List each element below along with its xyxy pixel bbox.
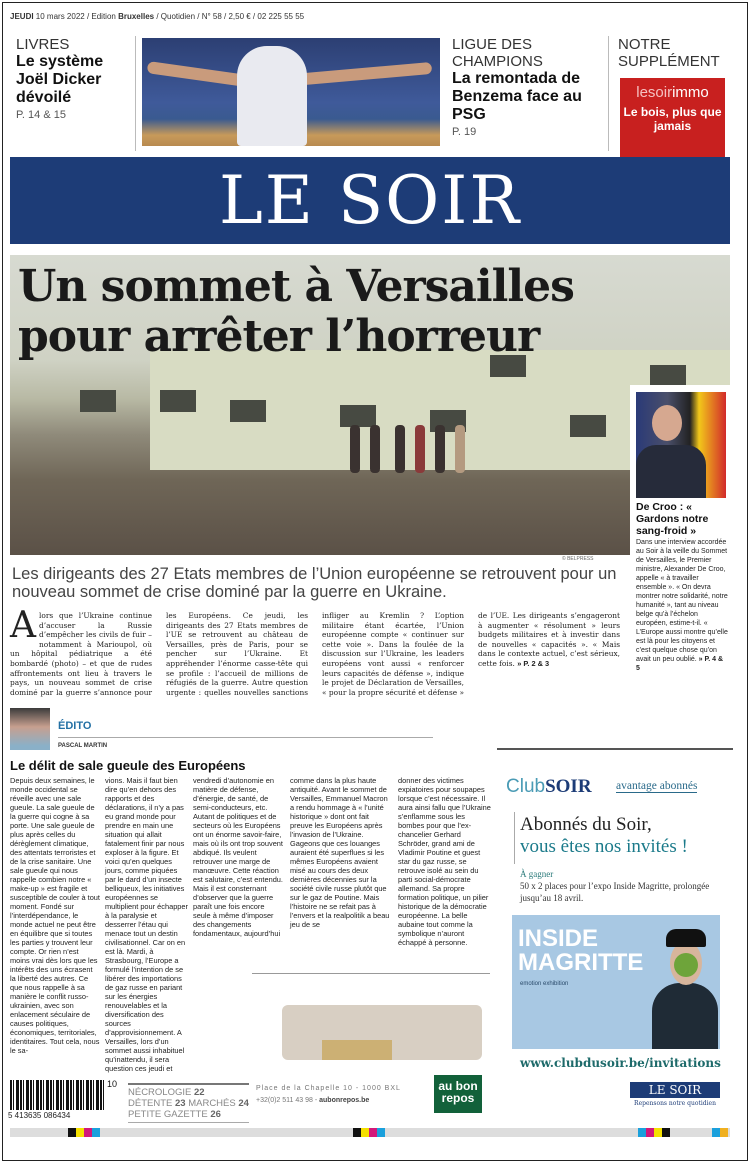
supplement-title: Le bois, plus que jamais [623, 105, 722, 133]
benzema-photo [142, 38, 440, 146]
club-url-link[interactable]: www.clubdusoir.be/invitations [520, 1056, 721, 1070]
page-ref: » P. 4 & 5 [636, 656, 724, 672]
issue-code: 10 [107, 1079, 118, 1089]
newspaper-logo: LE SOIR [218, 162, 522, 239]
teaser-football[interactable] [452, 36, 602, 138]
ad-contact: +32(0)2 511 43 98 - aubonrepos.be [256, 1097, 370, 1104]
au-bon-repos-ad[interactable] [252, 975, 492, 1110]
teaser-title: La remontada de Benzema face au PSG [452, 70, 582, 123]
club-advantage: avantage abonnés [616, 780, 698, 792]
sidebar-title: De Croo : « Gardons notre sang-froid » [636, 501, 709, 537]
teaser-books[interactable] [16, 36, 131, 121]
edito-column: vendredi d’autonomie en matière de défense, d’énergie, de santé, de semi-conducteurs, etc. Autant de politiques et de secteurs où les Européens ont un énorme savoir-faire, mais où ils ont trop souvent abdiqué. Ils veulent retrouver une marge de manœuvre. Cette réaction est salutaire, c’est entendu. Mais il est consternant d’observer que la guerre paraît une fois encore seule à même d’imposer des changements fondamentaux, aujourd’hui [193, 776, 283, 938]
barcode [10, 1080, 105, 1110]
edito-title[interactable]: Le délit de sale gueule des Européens [10, 758, 246, 773]
author-photo [10, 708, 50, 750]
edition: Bruxelles [118, 12, 155, 21]
issue-info: / Quotidien / N° 58 / 2,50 € / 02 225 55 55 [156, 12, 305, 21]
edito-label: ÉDITO [58, 720, 92, 732]
supplement-brand: lesoirimmo [636, 84, 709, 101]
day: JEUDI [10, 12, 34, 21]
inside-magritte-image: INSIDE MAGRITTE emotion exhibition [512, 915, 720, 1049]
edito-column: comme dans la plus haute antiquité. Avant le sommet de Versailles, Emmanuel Macron a rendu hommage à « l’unité historique » dont ont fait preuve les Européens après l’invasion de l’Ukraine. Gageons que ces louanges auraient été superflues si les mêmes Européens avaient misé au cours des deux dernières décennies sur la société civile russe plutôt que sur le gaz de Poutine. Mais l’histoire ne se refait pas à l’envers et la realpolitik a beau jeu de se [290, 776, 390, 929]
le-soir-small-logo: LE SOIR [630, 1082, 720, 1098]
date: 10 mars 2022 / Edition [35, 12, 116, 21]
club-headline: Abonnés du Soir, vous êtes nos invités ! [520, 814, 688, 857]
divider [252, 973, 490, 974]
drop-cap: A [10, 605, 36, 646]
photo-credit: © BELPRESS [562, 556, 594, 562]
page-ref: P. 19 [452, 126, 477, 138]
edito-author: PASCAL MARTIN [58, 743, 108, 749]
club-prize: À gagner 50 x 2 places pour l’expo Inside Magritte, prolongée jusqu’au 18 avril. [520, 869, 710, 903]
de-croo-photo [636, 392, 726, 498]
divider [58, 737, 433, 738]
print-color-bar [10, 1128, 730, 1137]
divider [608, 36, 609, 151]
dateline [10, 12, 304, 21]
tagline: Repensons notre quotidien [634, 1100, 716, 1107]
club-soir-promo[interactable] [500, 750, 735, 1110]
main-caption: Les dirigeants des 27 Etats membres de l’Union européenne se retrouvent pour un nouveau sommet de crise dominé par la guerre en Ukraine. [12, 565, 617, 601]
main-article-body: Alors que l’Ukraine continue d’accuser la Russie d’empêcher les civils de fuir – notamment à Marioupol, où un hôpital pédiatrique a été bombardé (photo) – et que de rudes affrontements ont lieu à travers le pays, un nouveau sommet de crise dominé par la guerre s’annonce pour les Européens. Ce jeudi, les dirigeants des 27 Etats membres de l’UE se retrouvent au château de Versailles, près de Paris, pour se pencher sur l’Ukraine. Et appréhender l’énorme casse-tête qui se profile : l’accueil de millions de réfugiés de la guerre. Autre question urgente : quelles nouvelles sanctions infliger au Kremlin ? L’option militaire étant écartée, l’Union européenne compte « continuer sur cette voie ». Dans la foulée de la discussion sur l’Ukraine, les leaders européens vont aussi « renforcer leurs capacités de défense », indique le projet de Déclaration de Versailles, « pour la propre sécurité et défense » de l’UE. Les dirigeants s’engageront à augmenter « résolument » leurs budgets militaires et à investir dans de nouvelles « capacités ». « Mais dans le contexte actuel, c’est sérieux, cette fois. » P. 2 & 3 [10, 605, 620, 697]
edito-column: vions. Mais il faut bien dire qu’en dehors des rapports et des déclarations, il n’y a pas eu grand monde pour prendre en main une situation qui allait fatalement finir par nous exploser à la figure. Et voici qu’en quelques jours, comme piquées par le dard d’un insecte belliqueux, les initiatives européennes se multiplient pour échapper à la paralysie et desserrer l’étau qui menace tout un destin civilisationnel. Car on en est là. Mardi, à Strasbourg, l’Europe a formulé l’intention de se libérer des importations de gaz russe en pariant sur les énergies renouvelables et la diversification des sources d’approvisionnement. A Versailles, lors d’un sommet aussi inhabituel qu’inattendu, il sera question ces jeudi et [105, 776, 188, 1073]
page-ref: P. 14 & 15 [16, 109, 66, 121]
page-index: NÉCROLOGIE 22 DÉTENTE 23 MARCHÉS 24 PETITE GAZETTE 26 [128, 1083, 249, 1123]
masthead [10, 157, 730, 244]
sidebar-body: Dans une interview accordée au Soir à la veille du Sommet de Versailles, le Premier ministre, Alexander De Croo, appelle « à travailler ensemble ». « On devra montrer notre solidarité, notre humanité », tant au niveau belge qu’à l’échelon européen, estime-t-il. « L’Europe aussi montre qu’elle est là pour les citoyens et c’est quelque chose qu’on avait un peu oublié. » P. 4 & 5 [636, 539, 728, 672]
supplement-kicker: NOTRE SUPPLÉMENT [618, 36, 720, 70]
edito-column: Depuis deux semaines, le monde occidental se réveille avec une sale gueule. La sale gueule de la guerre qui cogne à sa porte. Une sale gueule de plus après celles du dérèglement climatique, des attentats terroristes et de la crise sanitaire. Une sale gueule qui nous rappelle combien notre « make-up » est fragile et susceptible de couler à tout moment. Fondé sur l’interdépendance, le monde actuel ne peut être en équilibre que si toutes les parties y trouvent leur compte. Or rien n’est moins vrai dès lors que les intérêts des uns écrasent la liberté des autres. Ce que nous rappelle à sa manière le conflit russo-ukrainien, avec son enlacement séculaire de causes politiques, économiques, territoriales, identitaires. Tout cela, nous le sa- [10, 776, 100, 1055]
teaser-kicker: LIVRES [16, 36, 70, 53]
divider [135, 36, 136, 151]
barcode-number: 5 413635 086434 [8, 1111, 71, 1120]
main-headline[interactable]: Un sommet à Versailles pour arrêter l’horreur [18, 261, 574, 362]
sidebar-de-croo[interactable] [630, 385, 730, 673]
ad-logo: au bon repos [434, 1075, 482, 1113]
page-ref: » P. 2 & 3 [517, 658, 550, 668]
ad-address: Place de la Chapelle 10 - 1000 BXL [256, 1085, 401, 1092]
edito-column: donner des victimes expiatoires pour soupapes lorsque c’est nécessaire. Il aura ainsi fallu que l’Ukraine s’enflamme sous les bombes pour que l’ex-chancelier Gerhard Schröder, grand ami de Vladimir Poutine et guest star du gaz russe, se retrouve isolé au sein du parti social-démocrate allemand. Sa propre formation politique, un pilier historique de la démocratie européenne. La belle aubaine tout comme la symbolique n’auront échappé à personne. [398, 776, 491, 947]
teaser-title: Le système Joël Dicker dévoilé [16, 53, 104, 106]
club-soir-logo: ClubSOIR [506, 776, 592, 797]
teaser-kicker: LIGUE DES CHAMPIONS [452, 36, 543, 70]
